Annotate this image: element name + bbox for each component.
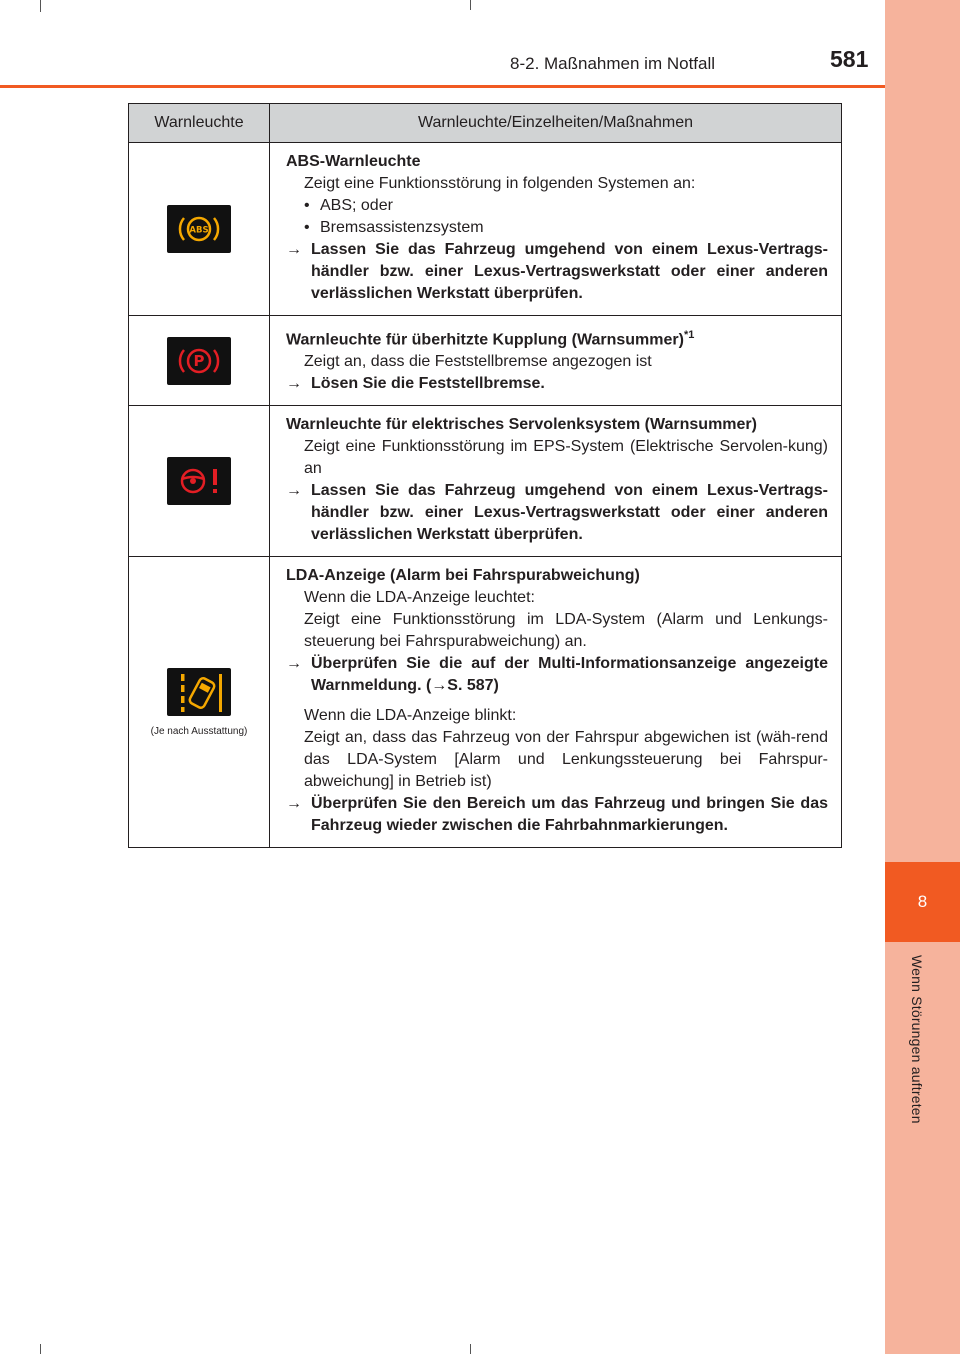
arrow-icon: →	[286, 655, 302, 673]
row-title: Warnleuchte für überhitzte Kupplung (Warnsummer)$^{*1}$	[286, 329, 695, 349]
chapter-title: Wenn Störungen auftreten	[909, 955, 925, 1124]
crop-mark	[470, 1344, 471, 1354]
page-number: 581	[830, 46, 869, 72]
arrow-icon: →	[286, 795, 302, 813]
footnote-marker: *1	[683, 329, 695, 341]
icon-note: (Je nach Ausstattung)	[150, 725, 248, 737]
icon-cell	[129, 557, 270, 848]
action-text: Lassen Sie das Fahrzeug umgehend von einem Lexus-Vertrags-händler bzw. einer Lexus-Vertragswerkstatt oder einer anderen verlässlichen Werkstatt überprüfen.	[311, 482, 828, 544]
power-steering-warning-icon	[167, 457, 231, 505]
row-action	[286, 653, 828, 697]
row-title: ABS-Warnleuchte	[286, 153, 421, 170]
row-action	[286, 373, 828, 395]
details-cell	[270, 316, 842, 406]
details-cell	[270, 406, 842, 557]
parking-brake-icon	[167, 337, 231, 385]
row-intro: Zeigt eine Funktionsstörung in folgenden Systemen an:	[304, 175, 696, 192]
action-text: Lösen Sie die Feststellbremse.	[311, 375, 545, 393]
case-text: Zeigt an, dass das Fahrzeug von der Fahrspur abgewichen ist (wäh-rend das LDA-System [Alarm und Lenkungssteuerung bei Fahrspur-abweichung] in Betrieb ist)	[304, 729, 828, 791]
action-text: Überprüfen Sie die auf der Multi-Informationsanzeige angezeigte Warnmeldung. (	[311, 655, 828, 695]
section-title: 8-2. Maßnahmen im Notfall	[510, 54, 716, 73]
row-title: LDA-Anzeige (Alarm bei Fahrspurabweichung)	[286, 567, 640, 585]
table-row	[129, 143, 842, 316]
chapter-number-tab	[885, 862, 960, 942]
crop-mark	[470, 0, 471, 10]
table-row	[129, 557, 842, 848]
arrow-icon: →	[286, 241, 302, 258]
column-header: Warnleuchte/Einzelheiten/Maßnahmen	[270, 104, 842, 143]
case-label: Wenn die LDA-Anzeige blinkt:	[304, 707, 517, 725]
case-text: Zeigt eine Funktionsstörung im LDA-System (Alarm und Lenkungs-steuerung bei Fahrspurabweichung) an.	[304, 611, 828, 651]
action-text: Überprüfen Sie den Bereich um das Fahrzeug und bringen Sie das Fahrzeug wieder zwischen die Fahrbahnmarkierungen.	[311, 795, 828, 835]
row-title: Warnleuchte für elektrisches Servolenksystem (Warnsummer)	[286, 416, 757, 434]
arrow-icon: →	[431, 677, 448, 695]
details-cell	[270, 557, 842, 848]
column-header: Warnleuchte	[129, 104, 270, 143]
icon-cell	[129, 143, 270, 316]
crop-mark	[40, 0, 41, 12]
icon-cell	[129, 316, 270, 406]
chapter-number: 8	[917, 892, 928, 911]
row-action	[286, 793, 828, 837]
table-row	[129, 406, 842, 557]
row-description: Zeigt an, dass die Feststellbremse angezogen ist	[304, 353, 652, 371]
icon-cell	[129, 406, 270, 557]
row-action	[286, 239, 828, 305]
page-reference[interactable]: S. 587)	[447, 677, 499, 695]
arrow-icon: →	[286, 482, 302, 500]
bullet-item: • ABS; oder	[286, 195, 828, 217]
arrow-icon: →	[286, 375, 302, 393]
bullet-item: • Bremsassistenzsystem	[286, 217, 828, 239]
abs-warning-icon	[167, 205, 231, 253]
action-text: Lassen Sie das Fahrzeug umgehend von einem Lexus-Vertrags-händler bzw. einer Lexus-Vertragswerkstatt oder einer anderen verlässlichen Werkstatt überprüfen.	[311, 241, 828, 302]
svg-text:P: P	[193, 351, 205, 370]
row-action	[286, 480, 828, 546]
lane-departure-icon	[167, 668, 231, 716]
crop-mark	[40, 1344, 41, 1354]
case-label: Wenn die LDA-Anzeige leuchtet:	[304, 589, 535, 607]
header-rule	[0, 85, 885, 88]
svg-text:ABS: ABS	[189, 225, 209, 236]
row-description: Zeigt eine Funktionsstörung im EPS-System (Elektrische Servolen-kung) an	[304, 438, 828, 478]
table-header-row	[129, 104, 842, 143]
warning-lights-table	[128, 103, 842, 848]
details-cell	[270, 143, 842, 316]
table-row	[129, 316, 842, 406]
